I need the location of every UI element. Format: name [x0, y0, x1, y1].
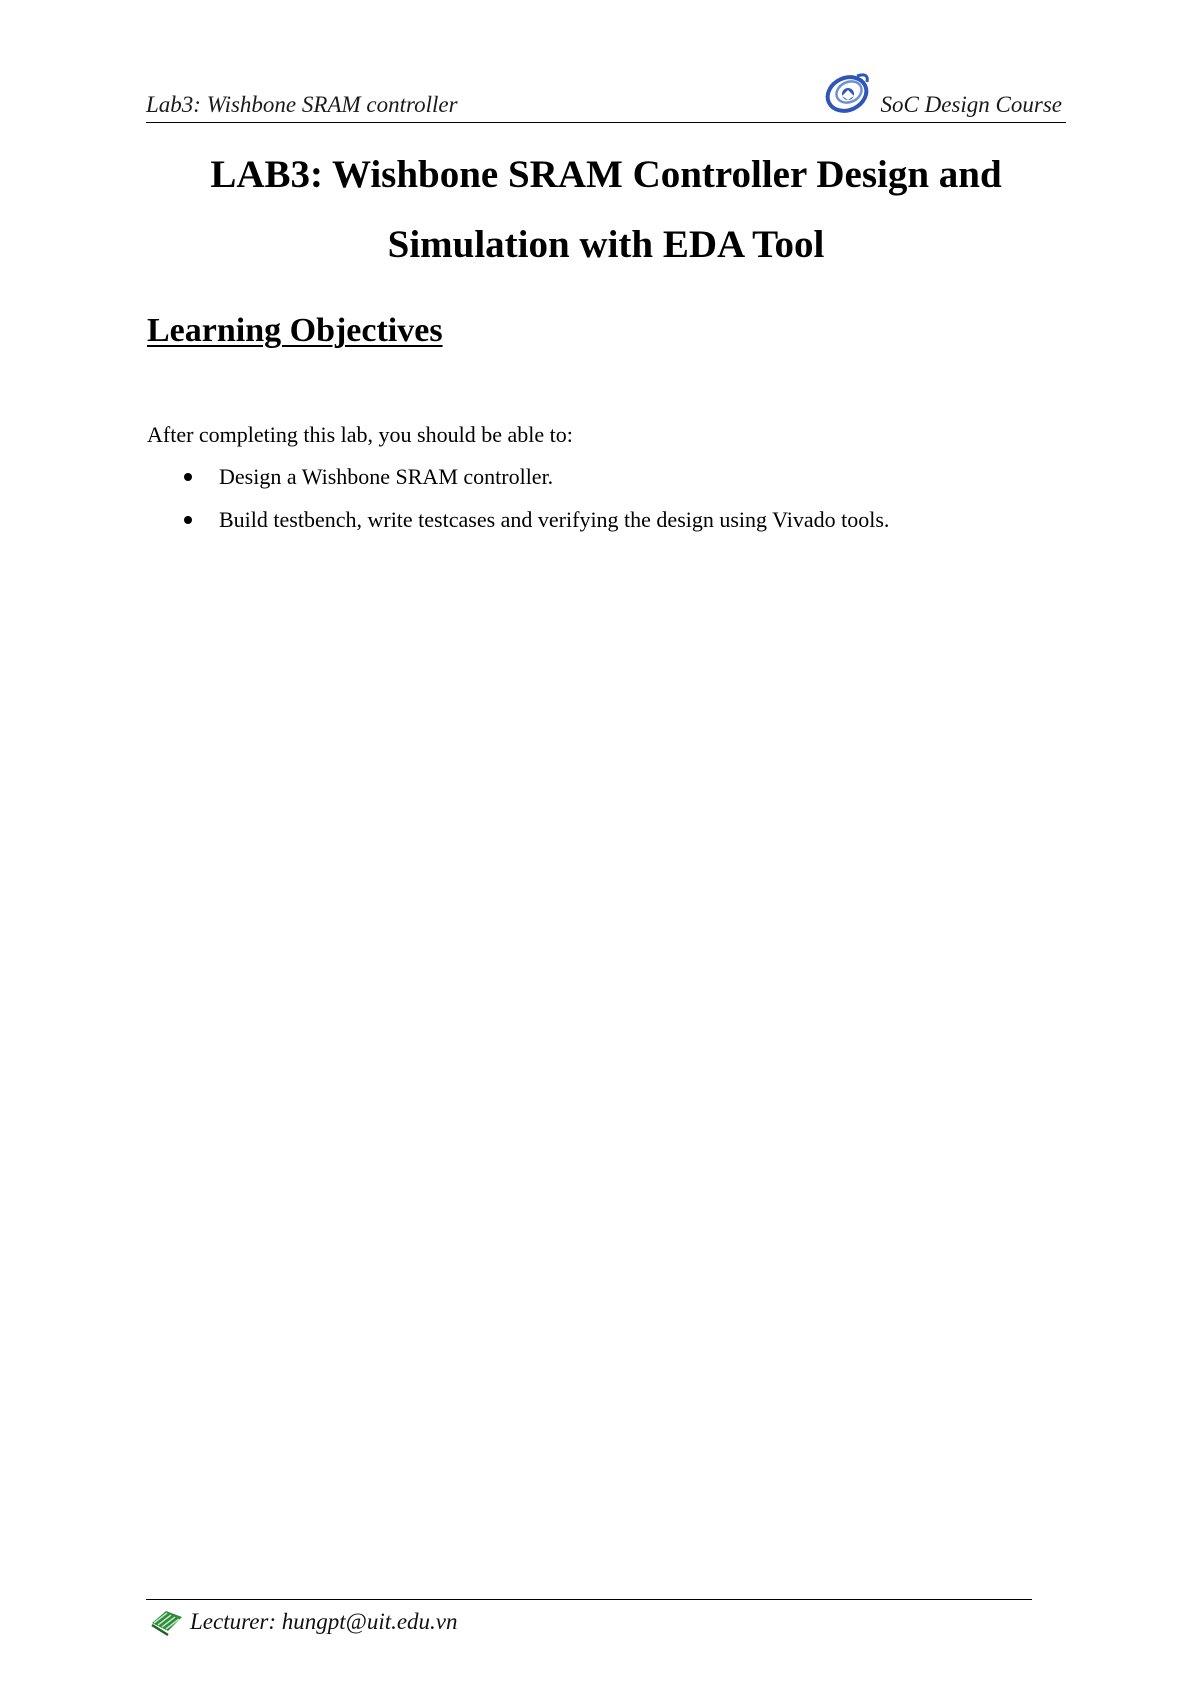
title-line-2: Simulation with EDA Tool [387, 223, 825, 266]
header-course-block [823, 70, 1062, 118]
document-title [146, 140, 1066, 280]
list-item [147, 464, 889, 507]
leaf-logo-icon [150, 1607, 184, 1637]
page-header [146, 68, 1066, 123]
objectives-list [147, 464, 889, 550]
bullet-icon [184, 516, 192, 524]
university-logo-icon [823, 70, 873, 116]
footer-lecturer: Lecturer: hungpt@uit.edu.vn [190, 1609, 458, 1634]
bullet-icon [184, 473, 192, 481]
header-course-name: SoC Design Course [880, 92, 1062, 117]
objective-text: Design a Wishbone SRAM controller. [219, 464, 554, 489]
header-lab-title: Lab3: Wishbone SRAM controller [146, 92, 458, 117]
objective-text: Build testbench, write testcases and verifying the design using Vivado tools. [219, 507, 890, 532]
intro-paragraph: After completing this lab, you should be able to: [147, 422, 573, 447]
footer-divider [146, 1599, 1032, 1600]
section-heading: Learning Objectives [147, 312, 443, 349]
title-line-1: LAB3: Wishbone SRAM Controller Design and [210, 153, 1002, 196]
list-item [147, 507, 889, 550]
page-footer [150, 1607, 458, 1637]
